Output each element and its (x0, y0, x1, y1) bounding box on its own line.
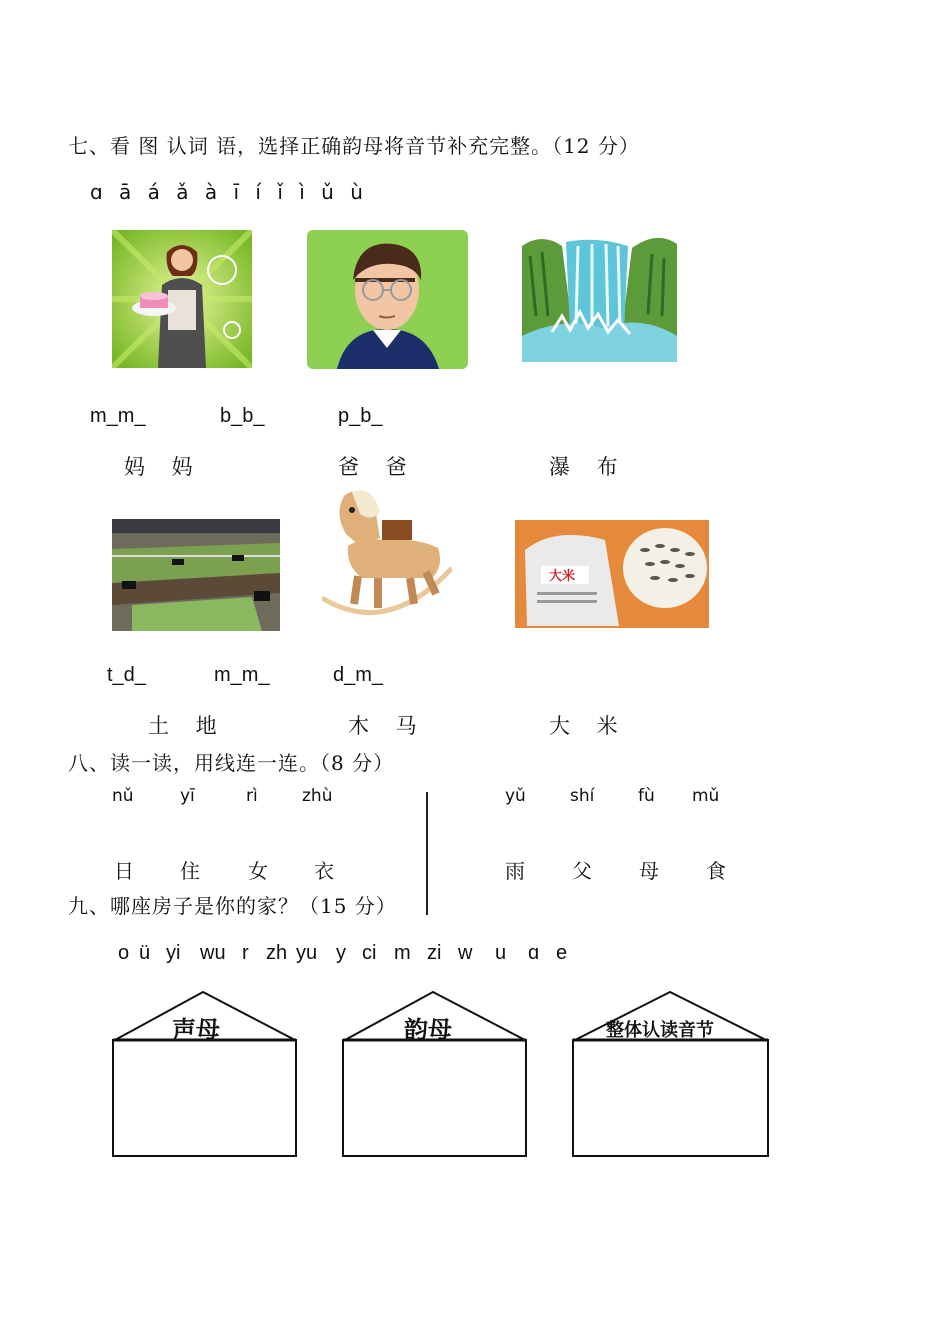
pinyin-yu[interactable]: yǔ (505, 786, 526, 806)
letter-yu[interactable]: yu (296, 942, 318, 964)
rice-bag-image (515, 520, 709, 628)
letter-r[interactable]: r (242, 942, 249, 964)
pinyin-mu[interactable]: mǔ (692, 786, 720, 806)
house-yunmu[interactable] (340, 988, 530, 1160)
hanzi-zhu[interactable]: 住 (180, 859, 200, 883)
house-label-yunmu: 韵母 (404, 1016, 452, 1044)
pinyin-ri[interactable]: rì (246, 786, 258, 806)
pinyin-shi[interactable]: shí (570, 786, 595, 806)
farmland-image (112, 519, 280, 631)
house-zhengti[interactable] (570, 988, 772, 1160)
waterfall-image (522, 236, 677, 362)
rocking-horse-image (322, 486, 452, 628)
section9-title: 九、哪座房子是你的家？（15 分） (68, 894, 397, 918)
letter-zh[interactable]: zh (266, 942, 288, 964)
mother-with-cake-image (112, 230, 252, 368)
hanzi-ri[interactable]: 日 (114, 859, 134, 883)
letter-yi[interactable]: yi (166, 942, 181, 964)
letter-o[interactable]: o (118, 942, 130, 964)
hanzi-shi[interactable]: 食 (706, 859, 726, 883)
word-pubu: 瀑 布 (549, 455, 628, 479)
pinyin-zhu[interactable]: zhù (302, 786, 333, 806)
blank-tudi[interactable]: t_d_ (107, 664, 146, 686)
pinyin-nu[interactable]: nǔ (112, 786, 134, 806)
letter-e[interactable]: e (556, 942, 568, 964)
vowel-options: ɑ ā á ǎ à ī í ǐ ì ǔ ù (90, 180, 363, 204)
pinyin-fu[interactable]: fù (638, 786, 655, 806)
house-shengmu[interactable] (110, 988, 300, 1160)
word-tudi: 土 地 (148, 714, 227, 738)
father-portrait-image (307, 230, 468, 369)
hanzi-mu[interactable]: 母 (639, 859, 659, 883)
section8-title: 八、读一读，用线连一连。（8 分） (68, 751, 395, 775)
hanzi-fu[interactable]: 父 (572, 859, 592, 883)
blank-pubu[interactable]: p_b_ (338, 405, 383, 427)
letter-m[interactable]: m (394, 942, 411, 964)
blank-baba[interactable]: b_b_ (220, 405, 265, 427)
letter-u-umlaut[interactable]: ü (139, 942, 151, 964)
letter-u[interactable]: u (495, 942, 507, 964)
house-label-shengmu: 声母 (172, 1016, 220, 1044)
hanzi-nu[interactable]: 女 (248, 859, 268, 883)
section7-title: 七、看 图 认词 语，选择正确韵母将音节补充完整。（12 分） (68, 134, 640, 158)
word-muma: 木 马 (348, 714, 427, 738)
letter-wu[interactable]: wu (200, 942, 226, 964)
hanzi-yu[interactable]: 雨 (505, 859, 525, 883)
letter-w[interactable]: w (458, 942, 473, 964)
rice-bag-label: 大米 (549, 569, 576, 584)
blank-muma[interactable]: m_m_ (214, 664, 270, 686)
letter-y[interactable]: y (336, 942, 346, 964)
letter-ci[interactable]: ci (362, 942, 377, 964)
blank-dami[interactable]: d_m_ (333, 664, 384, 686)
blank-mama[interactable]: m_m_ (90, 405, 146, 427)
hanzi-yi[interactable]: 衣 (314, 859, 334, 883)
word-baba: 爸 爸 (338, 455, 417, 479)
word-mama: 妈 妈 (124, 455, 203, 479)
letter-a[interactable]: ɑ (528, 942, 540, 964)
divider-line (426, 792, 428, 915)
house-label-zhengti: 整体认读音节 (606, 1020, 714, 1041)
word-dami: 大 米 (549, 714, 628, 738)
pinyin-yi[interactable]: yī (180, 786, 195, 806)
letter-zi[interactable]: zi (427, 942, 442, 964)
